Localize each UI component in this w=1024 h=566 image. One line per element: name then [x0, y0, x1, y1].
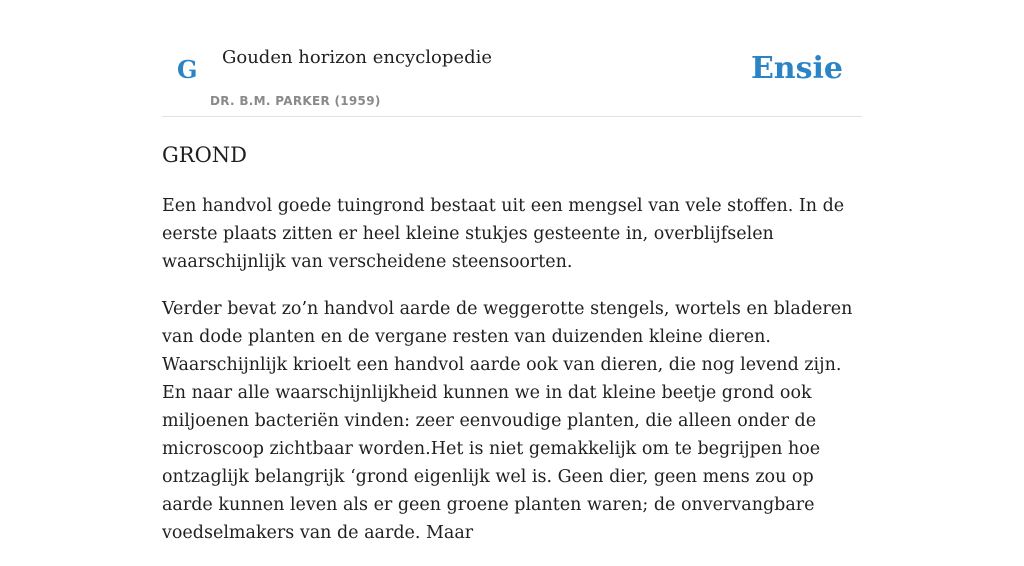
brand-logo-link[interactable]: Ensie [750, 51, 843, 86]
source-author: DR. B.M. PARKER (1959) [210, 94, 381, 108]
source-logo: G [177, 55, 198, 84]
entry-title: GROND [162, 143, 248, 167]
entry-paragraph: Verder bevat zo’n handvol aarde de weggerotte stengels, wortels en bladeren van dode planten en de vergane resten van duizenden kleine dieren. Waarschijnlijk krioelt een handvol aarde ook van dieren, die nog levend zijn. En naar alle waarschijnlijkheid kunnen we in dat kleine beetje grond ook miljoenen bacteriën vinden: zeer eenvoudige planten, die alleen onder de microscoop zichtbaar worden.Het is niet gemakkelijk om te begrijpen hoe ontzaglijk belangrijk ‘grond eigenlijk wel is. Geen dier, geen mens zou op aarde kunnen leven als er geen groene planten waren; de onvervangbare voedselmakers van de aarde. Maar [162, 299, 853, 543]
source-title[interactable]: Gouden horizon encyclopedie [222, 47, 492, 68]
entry-body [162, 192, 862, 566]
entry-paragraph: Een handvol goede tuingrond bestaat uit een mengsel van vele stoffen. In de eerste plaats zitten er heel kleine stukjes gesteente in, overblijfselen waarschijnlijk van verscheidene steensoorten. [162, 196, 845, 272]
source-header [162, 0, 862, 117]
